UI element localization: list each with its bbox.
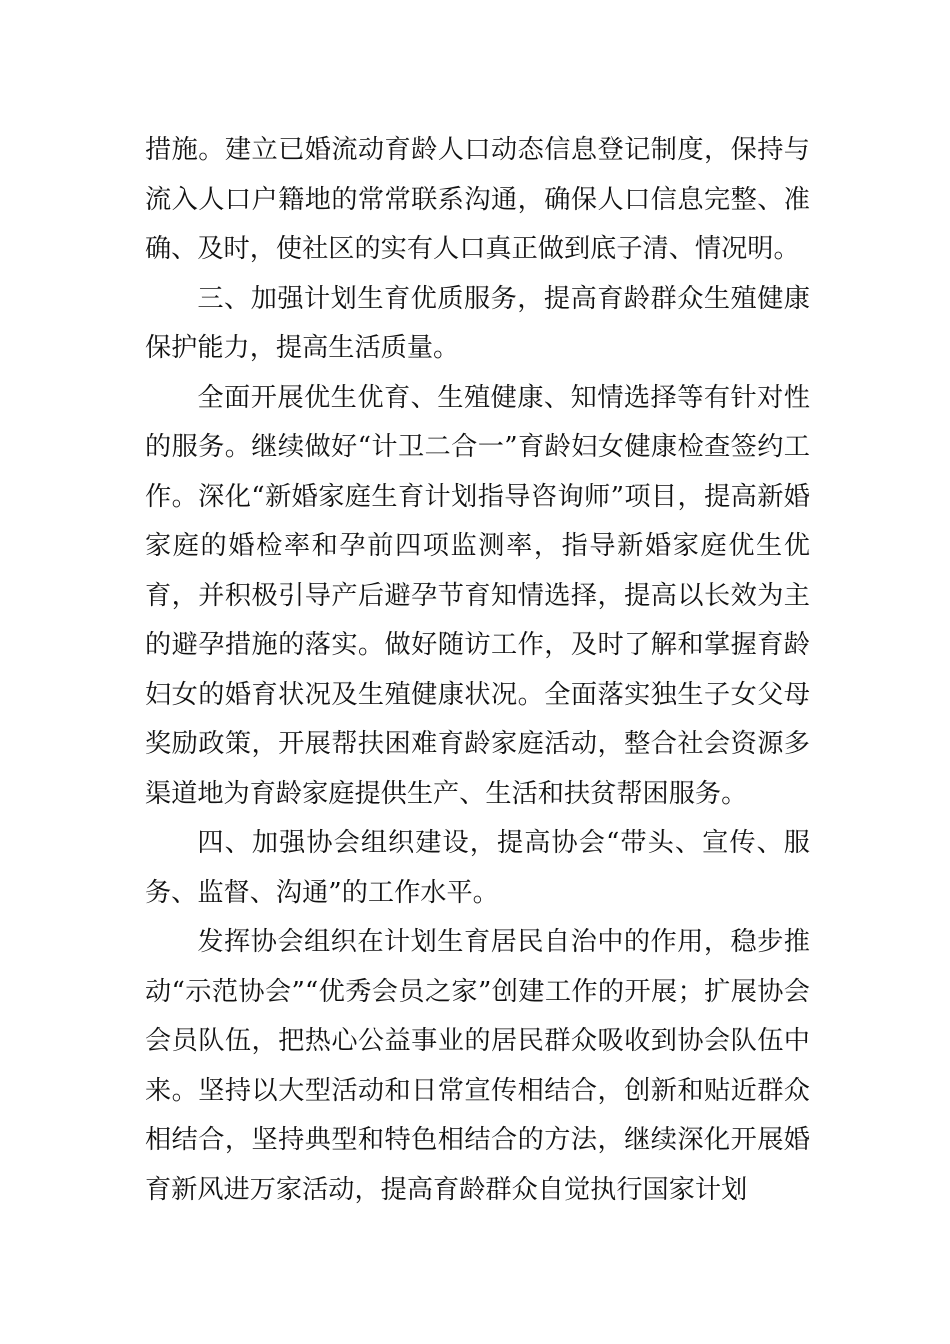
section-heading-four: 四、加强协会组织建设，提高协会“带头、宣传、服务、监督、沟通”的工作水平。 <box>145 828 810 908</box>
paragraph-quality-service: 全面开展优生优育、生殖健康、知情选择等有针对性的服务。继续做好“计卫二合一”育龄妇女健康检查签约工作。深化“新婚家庭生育计划指导咨询师”项目，提高新婚家庭的婚检率和孕前四项监测率，指导新婚家庭优生优育，并积极引导产后避孕节育知情选择，提高以长效为主的避孕措施的落实。做好随访工作，及时了解和掌握育龄妇女的婚育状况及生殖健康状况。全面落实独生子女父母奖励政策，开展帮扶困难育龄家庭活动，整合社会资源多渠道地为育龄家庭提供生产、生活和扶贫帮困服务。 <box>145 382 810 809</box>
paragraph-continuation: 措施。建立已婚流动育龄人口动态信息登记制度，保持与流入人口户籍地的常常联系沟通，确保人口信息完整、准确、及时，使社区的实有人口真正做到底子清、情况明。 <box>145 135 810 264</box>
document-body <box>145 126 810 1215</box>
section-heading-three: 三、加强计划生育优质服务，提高育龄群众生殖健康保护能力，提高生活质量。 <box>145 283 810 363</box>
paragraph-association-building: 发挥协会组织在计划生育居民自治中的作用，稳步推动“示范协会”“优秀会员之家”创建工作的开展；扩展协会会员队伍，把热心公益事业的居民群众吸收到协会队伍中来。坚持以大型活动和日常宣传相结合，创新和贴近群众相结合，坚持典型和特色相结合的方法，继续深化开展婚育新风进万家活动，提高育龄群众自觉执行国家计划 <box>145 927 810 1205</box>
